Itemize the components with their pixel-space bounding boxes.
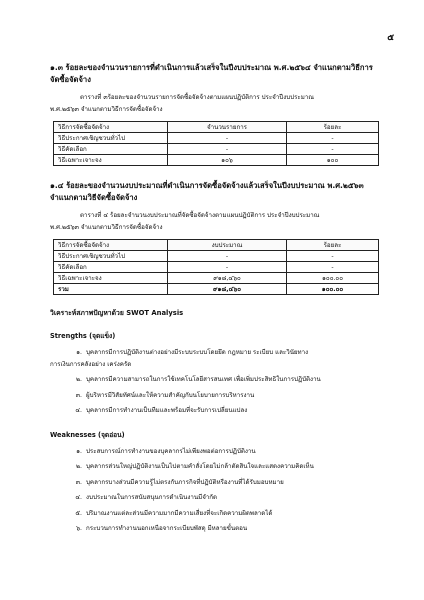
table-cell: รวม (54, 284, 168, 295)
table-3 (53, 121, 379, 166)
table-cell: - (287, 144, 379, 155)
caption-line: พ.ศ.๒๕๖๓ จำแนกตามวิธีการจัดซื้อจัดจ้าง (50, 106, 163, 113)
table-4 (53, 239, 379, 295)
table-cell: - (287, 262, 379, 273)
list-item: ๒. บุคลากรมีความสามารถในการใช้เทคโนโลยีสารสนเทศ เพื่อเพิ่มประสิทธิในการปฏิบัติงาน (75, 376, 321, 383)
table-row (54, 251, 379, 262)
table-cell: วิธีเฉพาะเจาะจง (54, 155, 168, 166)
list-item: ๑. บุคลากรมีการปฏิบัติงานต่างอย่างมีระบบระบบโดยยึด กฎหมาย ระเบียบ และวินัยทาง การเงินการคลังอย่าง เคร่งครัด (50, 349, 309, 368)
table-row (54, 144, 379, 155)
caption-line: ตารางที่ ๔ ร้อยละจำนวนงบประมาณที่จัดซื้อจัดจ้างตามแผนปฏิบัติการ ประจำปีงบประมาณ (80, 212, 320, 219)
table-cell: - (168, 144, 287, 155)
table-cell: - (168, 262, 287, 273)
heading-line: ๑.๔ ร้อยละของจำนวนงบประมาณที่ดำเนินการจัดซื้อจัดจ้างแล้วเสร็จในปีงบประมาณ พ.ศ.๒๕๖๓ (50, 181, 364, 190)
strengths-title: Strengths (จุดแข็ง) (50, 332, 116, 340)
table-cell: - (168, 251, 287, 262)
table-cell: วิธีเฉพาะเจาะจง (54, 273, 168, 284)
table-cell: ๙๑๘,๔๖๐ (168, 284, 287, 295)
table-cell: วิธีประกาศเชิญชวนทั่วไป (54, 251, 168, 262)
column-header: วิธีการจัดซื้อจัดจ้าง (54, 240, 168, 251)
page-number: ๕ (387, 33, 394, 43)
table-header-row (54, 122, 379, 133)
table-cell: วิธีคัดเลือก (54, 144, 168, 155)
caption-line: ตารางที่ ๓ร้อยละของจำนวนรายการจัดซื้อจัดจ้างตามแผนปฏิบัติการ ประจำปีงบประมาณ (80, 94, 315, 101)
list-item: ๔. งบประมาณในการสนับสนุนการดำเนินงานมีจำกัด (75, 494, 218, 501)
list-item: ๕. ปริมาณงานแต่ละส่วนมีความมากมีความเสี่ยงที่จะเกิดความผิดพลาดได้ (75, 509, 273, 517)
list-item: ๔. บุคลากรมีการทำงานเป็นทีมและพร้อมที่จะรับการเปลี่ยนแปลง (75, 407, 248, 414)
table-total-row (54, 284, 379, 295)
table-header-row (54, 240, 379, 251)
heading-line: จัดซื้อจัดจ้าง (50, 75, 91, 84)
section-1-3-heading (50, 62, 380, 86)
table-4-caption (50, 210, 380, 234)
list-item: ๑. ประสบการณ์การทำงานของบุคลากรไม่เพียงพอต่อการปฏิบัติงาน (76, 447, 256, 455)
document-body (50, 62, 380, 539)
section-1-4-heading (50, 180, 380, 204)
table-cell: วิธีคัดเลือก (54, 262, 168, 273)
table-row (54, 273, 379, 284)
table-3-caption (50, 92, 380, 116)
list-item: ๒. บุคลากรส่วนใหญ่ปฏิบัติงานเป็นไปตามคำสั่งโดยไม่กล้าตัดสินใจและแสดงความคิดเห็น (75, 463, 314, 470)
list-item: ๓. ผู้บริหารมีวิสัยทัศน์และให้ความสำคัญกับนโยบายการบริหารงาน (75, 391, 255, 399)
caption-line: พ.ศ.๒๕๖๓ จำแนกตามวิธีการจัดซื้อจัดจ้าง (50, 224, 163, 231)
table-cell: ๑๐๐.๐๐ (287, 273, 379, 284)
table-cell: ๑๐๖ (168, 155, 287, 166)
table-row (54, 155, 379, 166)
column-header: งบประมาณ (168, 240, 287, 251)
table-cell: - (287, 251, 379, 262)
table-cell: - (287, 133, 379, 144)
table-cell: - (168, 133, 287, 144)
weaknesses-title: Weaknesses (จุดอ่อน) (50, 430, 125, 439)
table-row (54, 262, 379, 273)
table-cell: วิธีประกาศเชิญชวนทั่วไป (54, 133, 168, 144)
heading-line: ๑.๓ ร้อยละของจำนวนรายการที่ดำเนินการแล้วเสร็จในปีงบประมาณ พ.ศ.๒๕๖๔ จำแนกตามวิธีการ (50, 63, 373, 72)
column-header: วิธีการจัดซื้อจัดจ้าง (54, 122, 168, 133)
table-cell: ๑๐๐.๐๐ (287, 284, 379, 295)
column-header: ร้อยละ (287, 240, 379, 251)
table-cell: ๙๑๘,๔๖๐ (168, 273, 287, 284)
heading-line: จำแนกตามวิธีจัดซื้อจัดจ้าง (50, 193, 138, 202)
table-row (54, 133, 379, 144)
list-item: ๖. กระบวนการทำงานนอกเหนือจากระเบียบพัสดุ มีหลายขั้นตอน (76, 525, 248, 532)
column-header: จำนวนรายการ (168, 122, 287, 133)
table-cell: ๑๐๐ (287, 155, 379, 166)
column-header: ร้อยละ (287, 122, 379, 133)
list-item: ๓. บุคลากรบางส่วนมีความรู้ไม่ตรงกับภารกิจที่ปฏิบัติหรืองานที่ได้รับมอบหมาย (75, 478, 284, 486)
swot-title: วิเคราะห์สภาพปัญหาด้วย SWOT Analysis (50, 309, 184, 317)
